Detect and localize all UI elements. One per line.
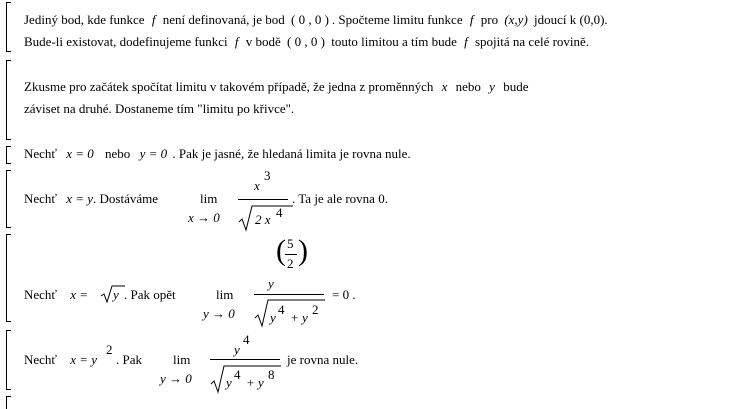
limit-subscript: y → 0 xyxy=(160,371,192,386)
denominator-term: y xyxy=(226,375,232,390)
text: pro xyxy=(480,12,499,27)
radicand: y xyxy=(113,287,119,302)
math-point: ( 0 , 0 ) xyxy=(290,12,329,27)
limit-operator: lim xyxy=(216,287,234,302)
section-bracket-1[interactable] xyxy=(6,2,11,52)
text: . Pak xyxy=(116,352,142,367)
denominator-term: + y xyxy=(290,310,308,325)
denominator-exponent: 4 xyxy=(276,205,283,220)
text: . Pak je jasné, že hledaná limita je rovna nule. xyxy=(172,146,411,161)
numerator-exponent: 4 xyxy=(243,332,250,347)
math-equation: y = 0 xyxy=(139,146,168,161)
text: nebo xyxy=(105,146,131,161)
fraction-bar xyxy=(238,199,288,200)
text: touto limitou a tím bude xyxy=(331,34,457,49)
denominator-term: y xyxy=(270,310,276,325)
math-var: f xyxy=(464,34,468,49)
denominator-exponent: 4 xyxy=(278,302,285,317)
text: Nechť xyxy=(24,146,57,161)
math-point: (x,y) xyxy=(504,12,528,27)
limit-subscript: x → 0 xyxy=(188,210,220,225)
math-equation: x = 0 xyxy=(66,146,94,161)
math-point: ( 0 , 0 ) xyxy=(287,34,325,49)
exponent-close-paren: ) xyxy=(298,234,308,267)
text: Nechť xyxy=(24,191,57,206)
section-bracket-2[interactable] xyxy=(6,60,11,140)
text: nebo xyxy=(455,79,481,94)
section-bracket-5[interactable] xyxy=(6,234,11,322)
text: spojitá na celé rovině. xyxy=(475,34,590,49)
text: je rovna nule. xyxy=(287,352,359,367)
text: jdoucí k (0,0). xyxy=(534,12,608,27)
equation-line xyxy=(24,287,88,303)
text: Nechť xyxy=(24,352,57,367)
text: Nechť xyxy=(24,287,57,302)
fraction-numerator: x xyxy=(254,178,260,193)
denominator-term: + y xyxy=(246,375,264,390)
fraction-numerator: y xyxy=(234,342,240,357)
text: Zkusme pro začátek spočítat limitu v takovém případě, že jedna z proměnných xyxy=(24,79,434,94)
section-bracket-3[interactable] xyxy=(6,146,11,164)
text: . Dostáváme xyxy=(93,191,159,206)
math-equation: x = y xyxy=(66,191,94,206)
exponent-denominator: 2 xyxy=(287,256,294,271)
paragraph-line xyxy=(24,12,608,28)
fraction-numerator: y xyxy=(268,276,274,291)
math-var: f xyxy=(469,12,474,27)
text: v bodě xyxy=(245,34,281,49)
text: Jediný bod, kde funkce xyxy=(24,12,145,27)
text: bude xyxy=(503,79,529,94)
block-3 xyxy=(24,146,411,162)
exponent-fraction-bar xyxy=(285,254,297,255)
limit-subscript: y → 0 xyxy=(203,306,235,321)
paragraph-line: záviset na druhé. Dostaneme tím "limitu po křivce". xyxy=(24,101,295,116)
numerator-exponent: 3 xyxy=(264,168,271,183)
equation-exponent: 2 xyxy=(106,342,113,357)
fraction-bar xyxy=(210,359,280,360)
limit-operator: lim xyxy=(200,191,218,206)
math-equation: x = xyxy=(70,287,89,302)
fraction-bar xyxy=(254,294,324,295)
text: = 0 . xyxy=(332,287,356,302)
section-bracket-4[interactable] xyxy=(6,170,11,228)
math-equation: x = y xyxy=(70,352,98,367)
limit-operator: lim xyxy=(173,352,191,367)
equation-line xyxy=(24,191,158,207)
denominator-exponent: 4 xyxy=(234,367,241,382)
denominator-exponent: 2 xyxy=(312,302,319,317)
denominator-exponent: 8 xyxy=(268,367,275,382)
fraction-denominator: 2 x xyxy=(255,212,271,227)
text: . Ta je ale rovna 0. xyxy=(292,191,388,206)
exponent-numerator: 5 xyxy=(287,236,294,251)
text: . Spočteme limitu funkce xyxy=(331,12,463,27)
math-var: f xyxy=(151,12,156,27)
text: není definovaná, je bod xyxy=(162,12,285,27)
math-var: x xyxy=(441,79,448,94)
paragraph-line xyxy=(24,34,589,50)
text: . Pak opět xyxy=(124,287,176,302)
section-bracket-7[interactable] xyxy=(6,396,11,409)
math-var: f xyxy=(234,34,239,49)
math-var: y xyxy=(489,79,495,94)
paragraph-line xyxy=(24,79,528,95)
equation-line xyxy=(24,352,97,368)
text: Bude-li existovat, dodefinujeme funkci xyxy=(24,34,228,49)
exponent-open-paren: ( xyxy=(276,234,286,267)
section-bracket-6[interactable] xyxy=(6,330,11,390)
